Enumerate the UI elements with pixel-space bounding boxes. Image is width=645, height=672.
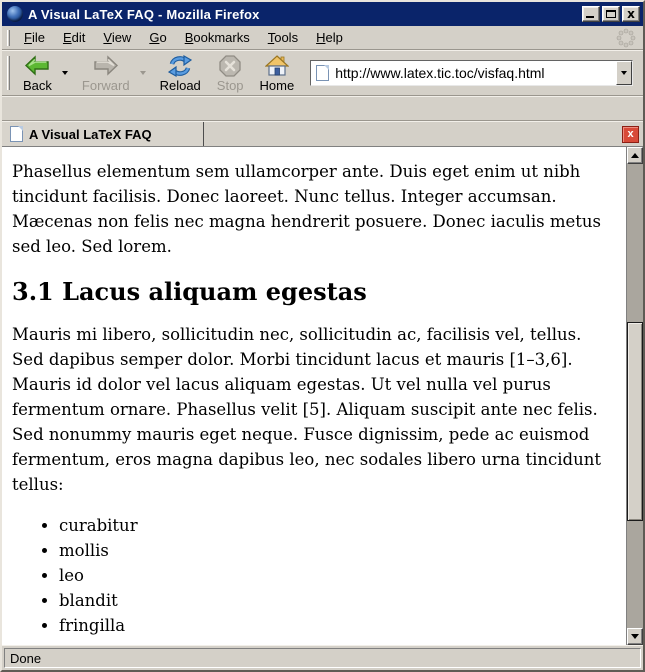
navigation-toolbar (2, 50, 643, 96)
paragraph-2: Mauris mi libero, sollicitudin nec, sollicitudin ac, facilisis vel, tellus. Sed dapibus semper dolor. Morbi tincidunt lacus et mauris [1–3,6]. Mauris id dolor vel lacus aliquam egestas. Ut vel nulla vel purus fermentum ornare. Phasellus velit [5]. Aliquam suscipit ante nec felis. Sed nonummy mauris eget neque. Fusce dignissim, pede ac euismod fermentum, eros magna dapibus leo, nec sodales libero urna tincidunt tellus: (12, 325, 601, 494)
paragraph-1: Phasellus elementum sem ullamcorper ante. Duis eget enim ut nibh tincidunt facilisis. Donec laoreet. Nunc tellus. Integer accumsan. Mæcenas non felis nec magna hendrerit posuere. Donec iaculis metus sed leo. Sed lorem. (12, 162, 601, 256)
stop-button[interactable] (210, 52, 251, 95)
home-button[interactable] (253, 52, 302, 95)
forward-button[interactable] (75, 52, 137, 95)
tabbar-filler (204, 122, 622, 146)
url-bar (310, 60, 633, 86)
scroll-up-icon (631, 153, 639, 158)
minimize-icon (586, 16, 594, 18)
vertical-scrollbar[interactable] (626, 147, 643, 645)
back-dropdown[interactable] (60, 56, 70, 90)
menu-edit[interactable]: Edit (62, 30, 86, 45)
list-item: • curabitur (59, 513, 616, 538)
url-dropdown-button[interactable] (616, 61, 632, 85)
maximize-button[interactable] (602, 6, 620, 22)
back-dropdown-icon (62, 71, 68, 75)
menu-bookmarks[interactable]: Bookmarks (184, 30, 250, 45)
url-input[interactable] (329, 65, 616, 81)
throbber-icon (615, 27, 637, 49)
menubar-grip[interactable] (7, 30, 10, 46)
list-item: • mollis (59, 538, 616, 563)
home-icon (265, 55, 289, 77)
back-arrow-icon (24, 55, 50, 77)
close-tab-button[interactable] (622, 126, 639, 143)
home-label: Home (259, 77, 295, 93)
toolbar-grip[interactable] (7, 56, 10, 90)
scrollbar-track[interactable] (627, 164, 643, 628)
menu-help[interactable]: Help (316, 30, 343, 45)
reload-label: Reload (159, 77, 201, 93)
reload-button[interactable] (153, 52, 208, 95)
scroll-down-icon (631, 634, 639, 639)
scroll-down-button[interactable] (627, 628, 643, 645)
list-item: • blandit (59, 588, 616, 613)
tab-bar (2, 121, 643, 147)
forward-label: Forward (81, 77, 130, 93)
tab-visual-latex-faq[interactable] (2, 122, 204, 146)
menu-go[interactable]: Go (149, 30, 167, 45)
minimize-button[interactable] (582, 6, 600, 22)
menu-bar (2, 26, 643, 50)
close-tab-icon: x (627, 127, 634, 140)
menu-view[interactable]: View (103, 30, 132, 45)
close-icon: x (627, 7, 635, 21)
tab-label: A Visual LaTeX FAQ (29, 126, 152, 142)
back-button[interactable] (16, 52, 59, 95)
content-area (2, 147, 643, 645)
forward-arrow-icon (93, 55, 119, 77)
page-icon (316, 65, 329, 81)
forward-dropdown[interactable] (138, 56, 148, 90)
close-button[interactable] (622, 6, 640, 22)
stop-icon (218, 55, 242, 77)
tab-page-icon (10, 126, 23, 142)
section-heading: 3.1 Lacus aliquam egestas (12, 277, 367, 306)
status-bar (2, 645, 643, 670)
firefox-globe-icon (7, 6, 23, 22)
window-title: A Visual LaTeX FAQ - Mozilla Firefox (28, 6, 260, 22)
list-item: • leo (59, 563, 616, 588)
bookmarks-toolbar (2, 96, 643, 121)
bullet-list (12, 513, 616, 638)
list-item: • fringilla (59, 613, 616, 638)
forward-dropdown-icon (140, 71, 146, 75)
menu-tools[interactable]: Tools (267, 30, 299, 45)
page-content (2, 147, 626, 645)
menu-file[interactable]: File (24, 30, 45, 45)
status-text: Done (4, 648, 641, 668)
title-bar[interactable] (2, 2, 643, 26)
url-dropdown-icon (621, 71, 627, 75)
maximize-icon (606, 10, 616, 18)
stop-label: Stop (216, 77, 244, 93)
back-label: Back (23, 77, 52, 93)
scrollbar-thumb[interactable] (627, 322, 643, 521)
reload-icon (168, 55, 192, 77)
scroll-up-button[interactable] (627, 147, 643, 164)
